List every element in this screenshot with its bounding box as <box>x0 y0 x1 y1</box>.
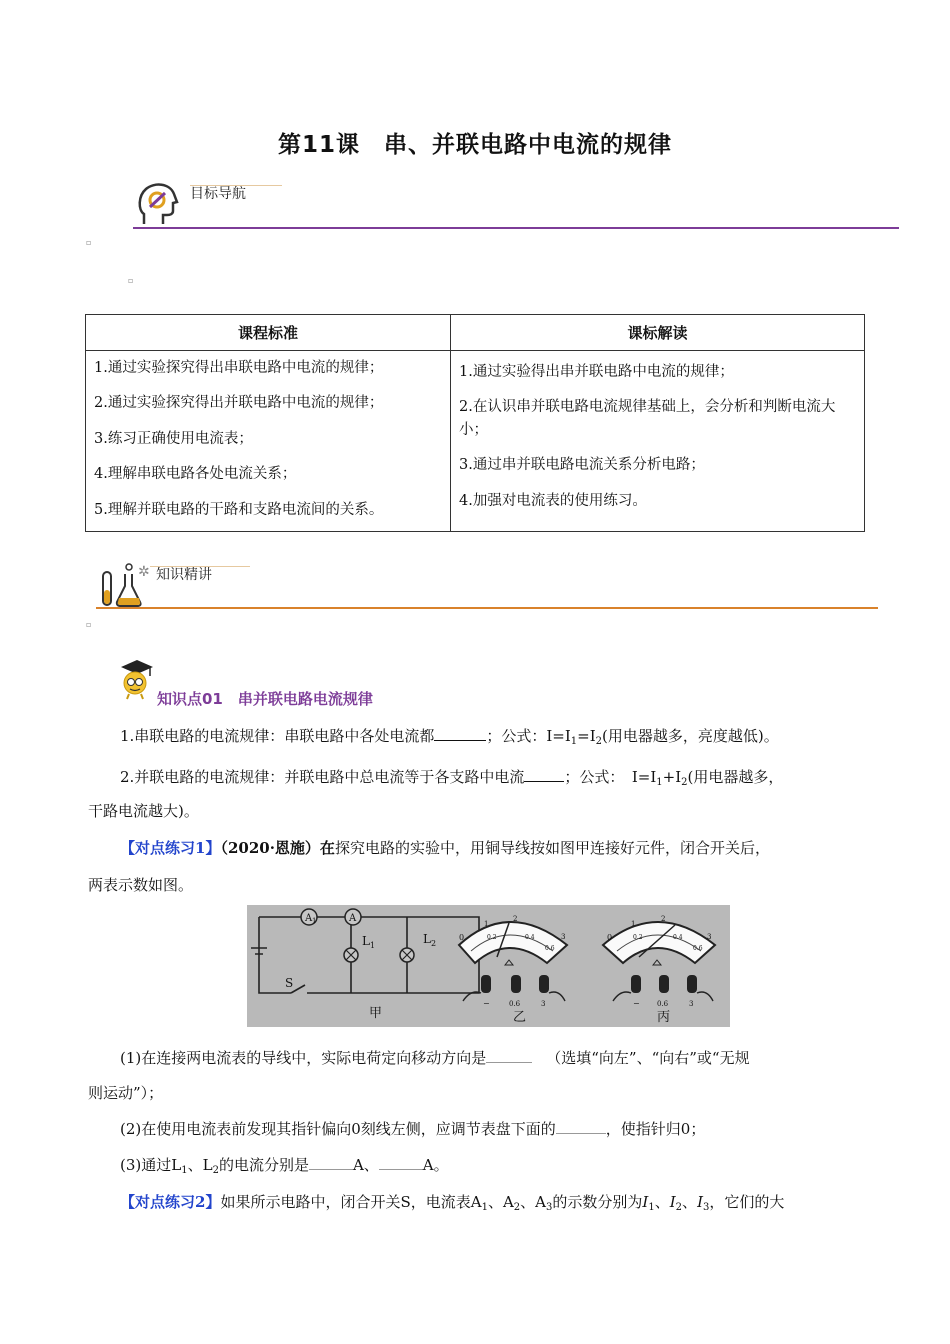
terminal-label: 0.6 <box>509 1000 521 1008</box>
dial-tick-label: 1 <box>631 920 636 928</box>
question-1-line-cont: 则运动”）； <box>88 1084 164 1102</box>
list-item: 3.通过串并联电路电流关系分析电路； <box>459 457 705 474</box>
text: I <box>642 1193 649 1211</box>
section-label-knowledge: 知识精讲 <box>156 567 212 583</box>
text: (3)通过L <box>120 1156 182 1174</box>
text: ；公式：I=I <box>486 727 571 745</box>
text: 、A <box>487 1193 514 1211</box>
question-1-line <box>88 1041 863 1075</box>
table-header-row <box>86 315 865 351</box>
text: ，它们的大 <box>709 1193 785 1211</box>
mascot-graduate-icon <box>117 658 157 700</box>
terminal-label: − <box>633 999 640 1008</box>
exercise-1-text-cont: 两表示数如图。 <box>88 876 194 894</box>
figure-label-jia: 甲 <box>369 1006 383 1021</box>
lab-flask-icon <box>97 562 143 608</box>
standards-table <box>85 314 865 532</box>
exercise-1-source: （2020·恩施）在 <box>220 839 335 857</box>
section-divider-purple <box>133 227 899 229</box>
exercise-2-line: 【对点练习2】如果所示电路中，闭合开关S，电流表$A_1$、$A_2$、$A_3$的示数分别为$I_1$、$I_2$、$I_3$，它们的大 <box>120 1193 785 1213</box>
para-mark: ▫ <box>86 238 92 247</box>
ammeter-a-label: A <box>349 913 357 924</box>
answer-blank[interactable] <box>524 781 564 782</box>
text: 的电流分别是 <box>218 1156 309 1174</box>
text: 、A <box>520 1193 547 1211</box>
dial-tick-label: 0.4 <box>525 934 535 941</box>
terminal-label: 3 <box>689 1000 694 1008</box>
subscript: 1 <box>312 917 317 925</box>
list-item: 4.加强对电流表的使用练习。 <box>459 492 647 509</box>
dial-tick-label: 2 <box>661 915 666 923</box>
text: I <box>697 1193 703 1211</box>
text: (1)在连接两电流表的导线中，实际电荷定向移动方向是 <box>120 1049 487 1067</box>
text: 、L <box>187 1156 213 1174</box>
subscript: 2 <box>431 939 437 948</box>
text: I <box>669 1193 676 1211</box>
subscript: 1 <box>656 777 663 788</box>
text: （选填“向左”、“向右”或“无规 <box>546 1049 750 1067</box>
list-item: 2.通过实验探究得出并联电路中电流的规律； <box>94 395 384 412</box>
list-item: 3.练习正确使用电流表； <box>94 430 253 447</box>
dial-tick-label: 0.4 <box>673 934 683 941</box>
dial-tick-label: 0 <box>459 933 465 942</box>
answer-blank[interactable] <box>434 740 486 741</box>
ammeter-dial-yi <box>459 922 567 965</box>
para-mark: ▫ <box>128 276 134 285</box>
text: A。 <box>422 1156 449 1174</box>
dial-tick-label: 0.2 <box>487 934 497 941</box>
terminal-label: 3 <box>541 1000 546 1008</box>
subscript: 3 <box>546 1202 553 1213</box>
subscript: 1 <box>570 736 578 747</box>
subscript: 2 <box>675 1202 683 1213</box>
interpretation-cell <box>451 351 865 532</box>
table-row <box>86 351 865 532</box>
para-mark: ▫ <box>86 620 92 629</box>
ammeter-a1-label: A <box>305 913 313 924</box>
dial-tick-label: 0 <box>607 933 613 942</box>
text: 2.并联电路的电流规律：并联电路中总电流等于各支路中电流 <box>120 768 525 786</box>
brain-icon <box>136 180 180 226</box>
dial-tick-label: 3 <box>561 933 566 941</box>
dial-tick-label: 0.6 <box>545 945 555 952</box>
answer-blank[interactable] <box>486 1062 532 1063</box>
header-interpretation: 课标解读 <box>451 315 865 351</box>
text: =I <box>577 727 596 745</box>
question-2-line <box>88 1112 863 1146</box>
text: 的示数分别为 <box>552 1193 643 1211</box>
section-top-line <box>150 566 250 567</box>
subscript: 1 <box>181 1165 188 1176</box>
text: (用电器越多， <box>687 768 784 786</box>
answer-blank[interactable] <box>556 1133 606 1134</box>
exercise-1-tag: 【对点练习1】 <box>120 839 221 857</box>
text: (2)在使用电流表前发现其指针偏向0刻线左侧，应调节表盘下面的 <box>120 1120 556 1138</box>
text: ；公式： I=I <box>564 768 657 786</box>
figure-label-yi: 乙 <box>513 1010 527 1025</box>
section-top-line <box>190 185 282 186</box>
text: 如果所示电路中，闭合开关S，电流表A <box>220 1193 482 1211</box>
answer-blank[interactable] <box>379 1169 423 1170</box>
subscript: 1 <box>648 1202 655 1213</box>
standards-cell <box>86 351 451 532</box>
list-item: 4.理解串联电路各处电流关系； <box>94 466 297 483</box>
lamp-l2-label: L <box>423 932 431 946</box>
question-3-line <box>88 1148 863 1188</box>
switch-s-label: S <box>285 976 294 990</box>
subscript: 3 <box>703 1202 710 1213</box>
section-divider-orange <box>96 607 878 609</box>
series-rule-line <box>88 719 863 759</box>
text: A、 <box>352 1156 379 1174</box>
sparkle-icon: ✲ <box>138 564 150 580</box>
subscript: 2 <box>513 1202 521 1213</box>
section-label-goals: 目标导航 <box>190 186 246 202</box>
text: 1.串联电路的电流规律：串联电路中各处电流都 <box>120 727 435 745</box>
exercise-1-text: 探究电路的实验中，用铜导线按如图甲连接好元件，闭合开关后， <box>334 839 770 857</box>
exercise-2-tag: 【对点练习2】 <box>120 1193 221 1211</box>
lamp-l1-label: L <box>362 934 370 948</box>
dial-tick-label: 2 <box>513 915 518 923</box>
knowledge-point-title: 知识点01 串并联电路电流规律 <box>157 690 373 708</box>
dial-tick-label: 0.6 <box>693 945 703 952</box>
list-item: 1.通过实验得出串并联电路中电流的规律； <box>459 364 734 380</box>
subscript: 2 <box>681 777 688 788</box>
text: ，使指针归0； <box>605 1120 706 1138</box>
subscript: 1 <box>481 1202 488 1213</box>
answer-blank[interactable] <box>309 1169 353 1170</box>
terminal-label: − <box>483 999 490 1008</box>
terminal-label: 0.6 <box>657 1000 669 1008</box>
dial-tick-label: 0.2 <box>633 934 643 941</box>
circuit-and-ammeter-figure <box>247 905 730 1027</box>
list-item: 1.通过实验探究得出串联电路中电流的规律； <box>94 360 384 376</box>
text: (用电器越多，亮度越低)。 <box>602 727 779 745</box>
text: +I <box>662 768 682 786</box>
subscript: 2 <box>212 1165 219 1176</box>
list-item: 5.理解并联电路的干路和支路电流间的关系。 <box>94 501 384 518</box>
ammeter-dial-bing <box>603 922 715 965</box>
subscript: 2 <box>595 736 602 747</box>
exercise-1-line <box>88 831 863 865</box>
header-standards: 课程标准 <box>86 315 451 351</box>
dial-tick-label: 1 <box>484 920 489 928</box>
page-title: 第11课 串、并联电路中电流的规律 <box>277 132 672 158</box>
subscript: 1 <box>370 941 376 950</box>
figure-label-bing: 丙 <box>657 1010 671 1025</box>
list-item: 2.在认识串并联电路电流规律基础上，会分析和判断电流大小； <box>459 399 836 438</box>
parallel-rule-line-cont: 干路电流越大)。 <box>88 802 199 820</box>
dial-tick-label: 3 <box>707 933 712 941</box>
